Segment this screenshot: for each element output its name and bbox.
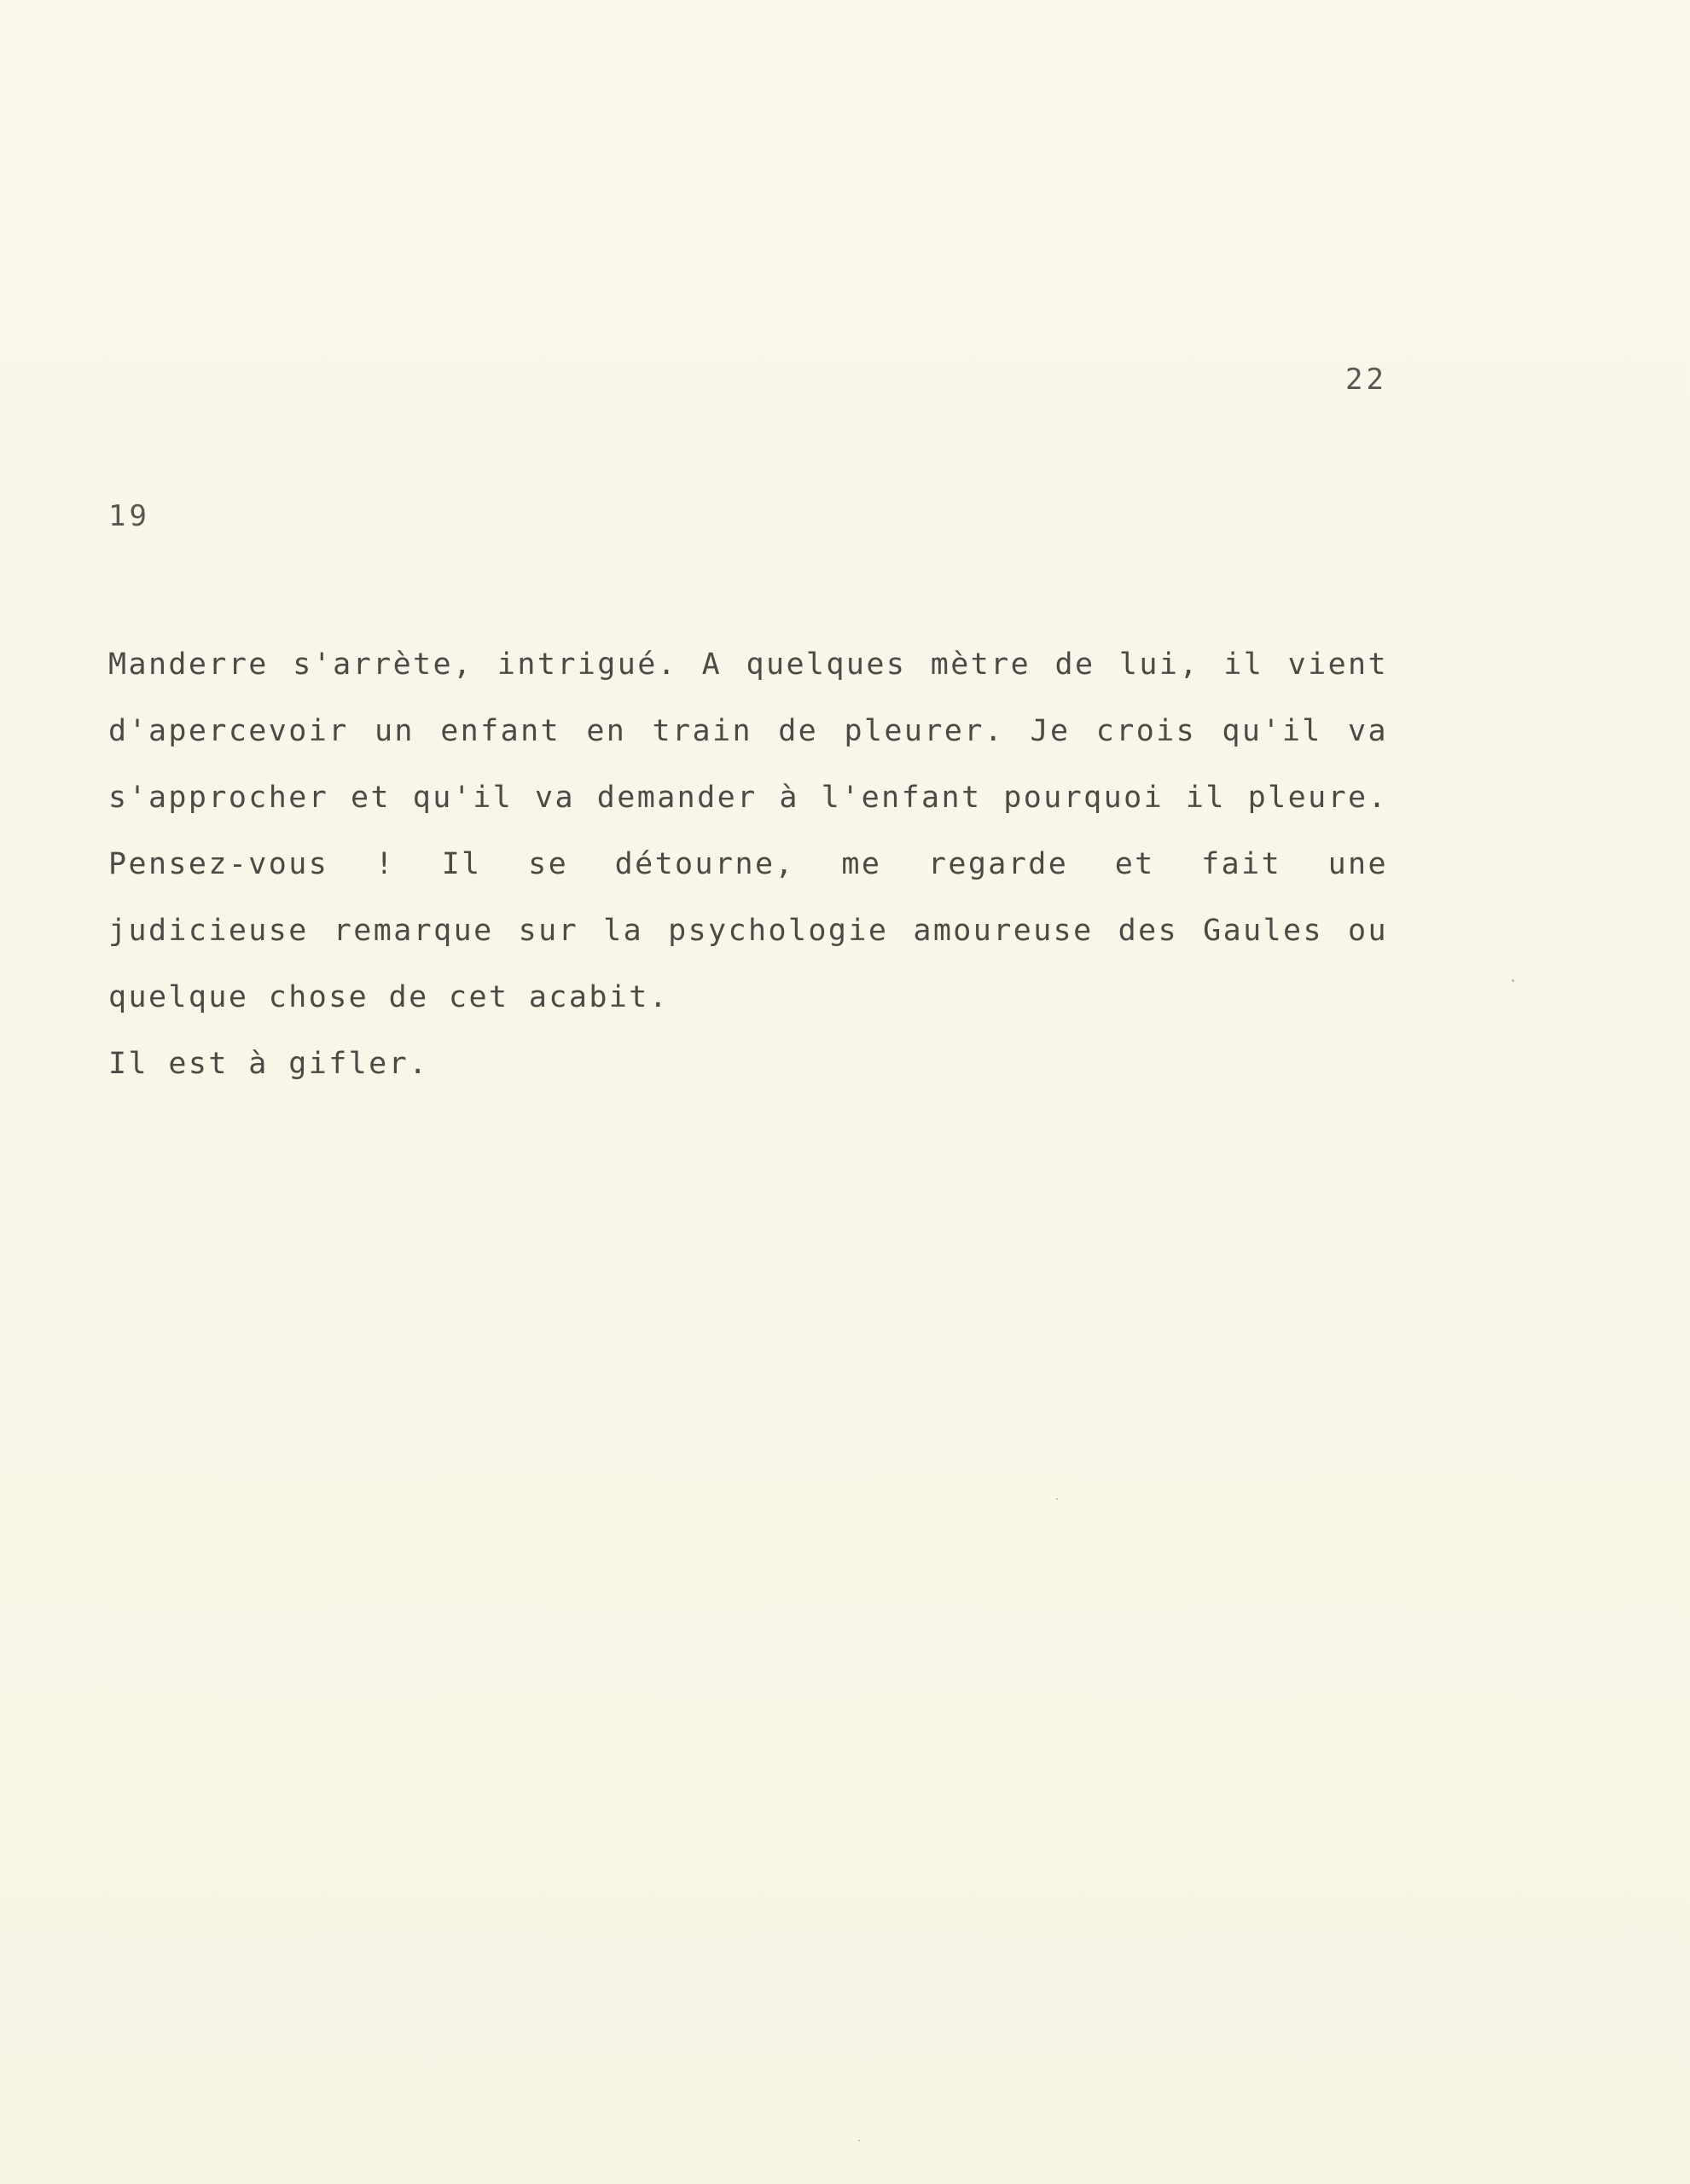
paper-speck bbox=[1512, 979, 1514, 982]
text-line: judicieuse remarque sur la psychologie amoureuse des Gaules ou bbox=[108, 914, 1388, 948]
text-line: s'approcher et qu'il va demander à l'enfant pourquoi il pleure. bbox=[108, 781, 1388, 815]
text-line: Pensez-vous ! Il se détourne, me regarde et fait une bbox=[108, 847, 1388, 881]
text-line: Il est à gifler. bbox=[108, 1047, 429, 1081]
text-line: Manderre s'arrète, intrigué. A quelques mètre de lui, il vient bbox=[108, 648, 1388, 682]
page-number: 22 bbox=[1345, 363, 1387, 397]
paper-speck bbox=[858, 2140, 860, 2141]
section-number: 19 bbox=[108, 499, 150, 533]
paper-speck bbox=[1056, 1498, 1058, 1500]
text-line: d'apercevoir un enfant en train de pleurer. Je crois qu'il va bbox=[108, 714, 1388, 748]
text-line: quelque chose de cet acabit. bbox=[108, 980, 670, 1014]
paragraph bbox=[108, 631, 1388, 1097]
